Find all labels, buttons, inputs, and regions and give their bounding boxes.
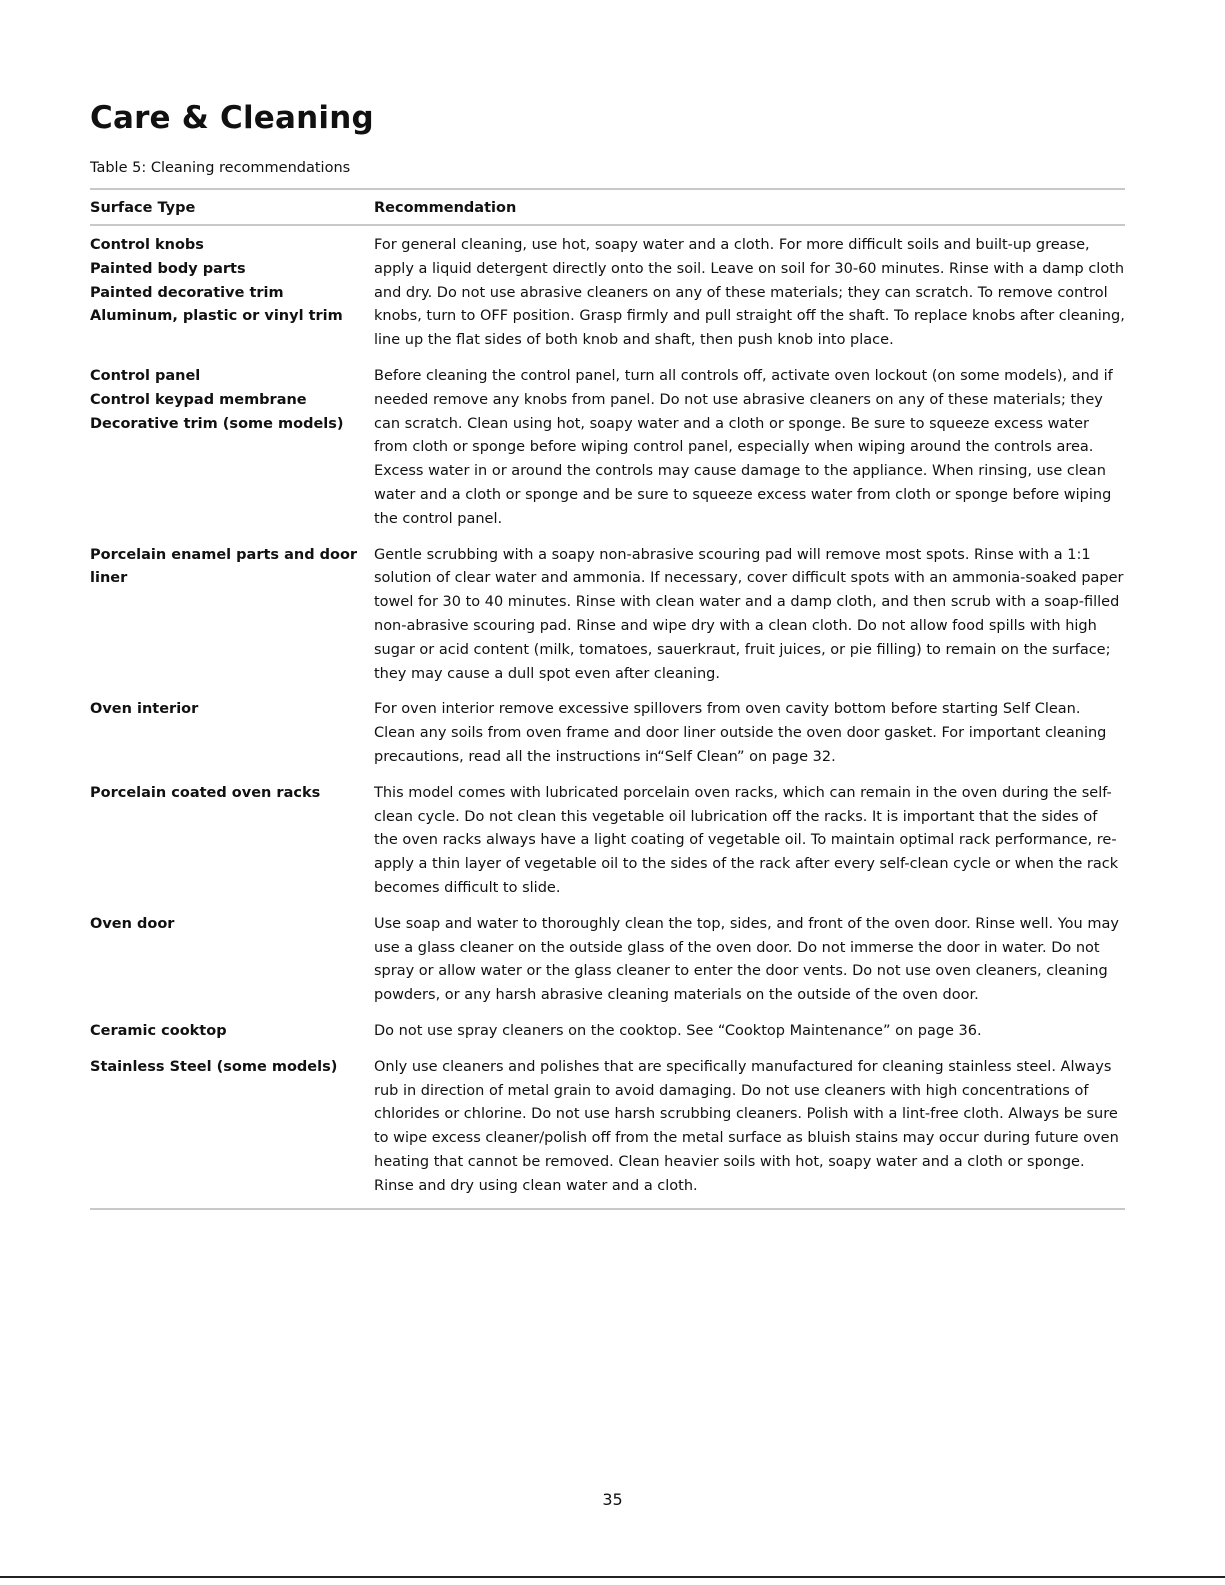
surface-type: Stainless Steel (some models) [90, 1058, 338, 1075]
recommendation-cell: Use soap and water to thoroughly clean the top, sides, and front of the oven door. Rinse well. You may use a glass cleaner on the outside glass of the oven door. Do not immerse the door in water. Do not spray or allow water or the glass cleaner to enter the door vents. Do not use oven cleaners, cleaning powders, or any harsh abrasive cleaning materials on the outside of the oven door. [374, 915, 1119, 1004]
table-caption: Table 5: Cleaning recommendations [90, 160, 351, 176]
surface-type-cell [90, 365, 374, 532]
surface-type: Control keypad membrane [90, 391, 307, 408]
table-row [90, 544, 1125, 687]
surface-type: Painted body parts [90, 260, 246, 277]
surface-type: Porcelain enamel parts and door liner [90, 546, 358, 587]
cleaning-recommendations-table [90, 188, 1125, 1210]
table-row [90, 782, 1125, 901]
table-row [90, 234, 1125, 353]
recommendation-cell: Do not use spray cleaners on the cooktop. See “Cooktop Maintenance” on page 36. [374, 1022, 982, 1039]
recommendation-cell: For general cleaning, use hot, soapy water and a cloth. For more difficult soils and built-up grease, apply a liquid detergent directly onto the soil. Leave on soil for 30-60 minutes. Rinse with a damp cloth and dry. Do not use abrasive cleaners on any of these materials; they can scratch. To remove control knobs, turn to OFF position. Grasp firmly and pull straight off the shaft. To replace knobs after cleaning, line up the flat sides of both knob and shaft, then push knob into place. [374, 237, 1125, 349]
surface-type-cell [90, 1020, 374, 1044]
recommendation-cell: This model comes with lubricated porcelain oven racks, which can remain in the oven during the self-clean cycle. Do not clean this vegetable oil lubrication off the racks. It is important that the sides of the oven racks always have a light coating of vegetable oil. To maintain optimal rack performance, re-apply a thin layer of vegetable oil to the sides of the rack after every self-clean cycle or when the rack becomes difficult to slide. [374, 784, 1119, 896]
surface-type: Painted decorative trim [90, 284, 284, 301]
table-row [90, 365, 1125, 532]
surface-type: Ceramic cooktop [90, 1022, 227, 1039]
surface-type-cell [90, 782, 374, 901]
surface-type: Oven interior [90, 701, 199, 718]
recommendation-cell: For oven interior remove excessive spillovers from oven cavity bottom before starting Self Clean. Clean any soils from oven frame and door liner outside the oven door gasket. For important cleaning precautions, read all the instructions in“Self Clean” on page 32. [374, 701, 1107, 765]
table-header-row [90, 190, 1125, 226]
recommendation-cell: Only use cleaners and polishes that are specifically manufactured for cleaning stainless steel. Always rub in direction of metal grain to avoid damaging. Do not use cleaners with high concentrations of chlorides or chlorine. Do not use harsh scrubbing cleaners. Polish with a lint-free cloth. Always be sure to wipe excess cleaner/polish off from the metal surface as bluish stains may occur during future oven heating that cannot be removed. Clean heavier soils with hot, soapy water and a cloth or sponge. Rinse and dry using clean water and a cloth. [374, 1058, 1119, 1194]
table-body [90, 226, 1125, 1208]
table-row [90, 913, 1125, 1008]
recommendation-header: Recommendation [374, 200, 517, 216]
surface-type-cell [90, 544, 374, 687]
page-number: 35 [602, 1490, 623, 1509]
surface-type: Aluminum, plastic or vinyl trim [90, 308, 343, 325]
bottom-divider [0, 1576, 1225, 1578]
recommendation-cell: Before cleaning the control panel, turn all controls off, activate oven lockout (on some models), and if needed remove any knobs from panel. Do not use abrasive cleaners on any of these materials; they can scratch. Clean using hot, soapy water and a cloth or sponge. Be sure to squeeze excess water from cloth or sponge before wiping control panel, especially when wiping around the controls area. Excess water in or around the controls may cause damage to the appliance. When rinsing, use clean water and a cloth or sponge and be sure to squeeze excess water from cloth or sponge before wiping the control panel. [374, 367, 1113, 527]
table-row [90, 1056, 1125, 1199]
table-row [90, 698, 1125, 769]
surface-type: Porcelain coated oven racks [90, 784, 321, 801]
surface-type: Control panel [90, 367, 201, 384]
surface-type-header: Surface Type [90, 200, 196, 216]
surface-type: Oven door [90, 915, 175, 932]
surface-type: Decorative trim (some models) [90, 415, 344, 432]
surface-type-cell [90, 234, 374, 353]
surface-type-cell [90, 913, 374, 1008]
page-title: Care & Cleaning [90, 100, 374, 136]
table-row [90, 1020, 1125, 1044]
recommendation-cell: Gentle scrubbing with a soapy non-abrasive scouring pad will remove most spots. Rinse with a 1:1 solution of clear water and ammonia. If necessary, cover difficult spots with an ammonia-soaked paper towel for 30 to 40 minutes. Rinse with clean water and a damp cloth, and then scrub with a soap-filled non-abrasive scouring pad. Rinse and wipe dry with a clean cloth. Do not allow food spills with high sugar or acid content (milk, tomatoes, sauerkraut, fruit juices, or pie filling) to remain on the surface; they may cause a dull spot even after cleaning. [374, 546, 1124, 682]
surface-type: Control knobs [90, 237, 204, 253]
surface-type-cell [90, 698, 374, 769]
surface-type-cell [90, 1056, 374, 1199]
